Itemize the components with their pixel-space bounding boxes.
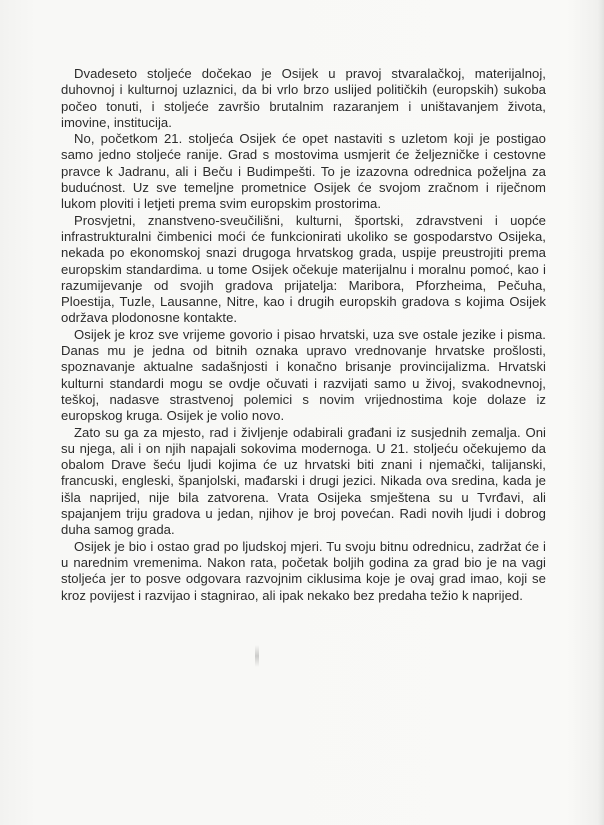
paragraph-2 [61, 131, 546, 212]
paragraph-5 [61, 425, 546, 539]
scan-artifact [255, 645, 259, 667]
body-text [61, 66, 546, 604]
paragraph-5-text: Zato su ga za mjesto, rad i življenje odabirali građani iz susjednih zemalja. Oni su njega, ali i on njih napajali sokovima modernoga. U 21. stoljeću očekujemo da obalom Drave šeću ljudi kojima će uz hrvatski biti znani i njemački, talijanski, francuski, engleski, španjolski, mađarski i drugi jezici. Nikada ova sredina, kada je išla naprijed, nije bila zatvorena. Vrata Osijeka smještena su u Tvrđavi, ali spajanjem triju gradova u jedan, njihov je broj povećan. Radi novih ljudi i dobrog duha samog grada. [61, 424, 546, 538]
paragraph-4-text: Osijek je kroz sve vrijeme govorio i pisao hrvatski, uza sve ostale jezike i pisma. Danas mu je jedna od bitnih oznaka upravo vrednovanje hrvatske prošlosti, spoznavanje aktualne sadašnjosti i konačno brisanje provincijalizma. Hrvatski kulturni standardi mogu se ovdje očuvati i razvijati samo u živoj, svakodnevnoj, teškoj, nadasve strastvenoj polemici s novim vrijednostima koje dolaze iz europskog kruga. Osijek je volio novo. [61, 326, 546, 424]
paragraph-2-text: No, početkom 21. stoljeća Osijek će opet nastaviti s uzletom koji je postigao samo jedno stoljeće ranije. Grad s mostovima usmjerit će željezničke i cestovne pravce k Jadranu, ali i Beču i Budimpešti. To je izazovna odrednica poželjna za budućnost. Uz sve temeljne prometnice Osijek će svojom zračnom i riječnom lukom ploviti i letjeti prema svim europskim prostorima. [61, 131, 546, 212]
paragraph-6 [61, 539, 546, 604]
paragraph-1-text: Dvadeseto stoljeće dočekao je Osijek u pravoj stvaralačkoj, materijalnoj, duhovnoj i kulturnoj uzlaznici, da bi vrlo brzo uslijed političkih (europskih) sukoba počeo tonuti, i stoljeće završio brutalnim razaranjem i uništavanjem života, imovine, institucija. [61, 66, 546, 130]
paragraph-3 [61, 213, 546, 327]
paragraph-1 [61, 66, 546, 131]
paragraph-4 [61, 327, 546, 425]
page-edge-shadow [598, 0, 604, 825]
paragraph-3-text: Prosvjetni, znanstveno-sveučilišni, kulturni, športski, zdravstveni i uopće infrastrukturalni čimbenici moći će funkcionirati ukoliko se gospodarstvo Osijeka, nekada po ekonomskoj snazi drugoga hrvatskog grada, uspije preustrojiti prema europskim standardima. u tome Osijek očekuje materijalnu i moralnu pomoć, kao i razumijevanje od svojih gradova prijatelja: Maribora, Pforzheima, Pečuha, Ploestija, Tuzle, Lausanne, Nitre, kao i drugih europskih gradova s kojima Osijek održava plodonosne kontakte. [61, 212, 546, 326]
paragraph-6-text: Osijek je bio i ostao grad po ljudskoj mjeri. Tu svoju bitnu odrednicu, zadržat će i u narednim vremenima. Nakon rata, početak boljih godina za grad bio je na vagi stoljeća jer to posve odgovara razvojnim ciklusima koje je ovaj grad imao, koji se kroz povijest i razvijao i stagnirao, ali ipak nekako bez predaha težio k naprijed. [61, 538, 546, 603]
